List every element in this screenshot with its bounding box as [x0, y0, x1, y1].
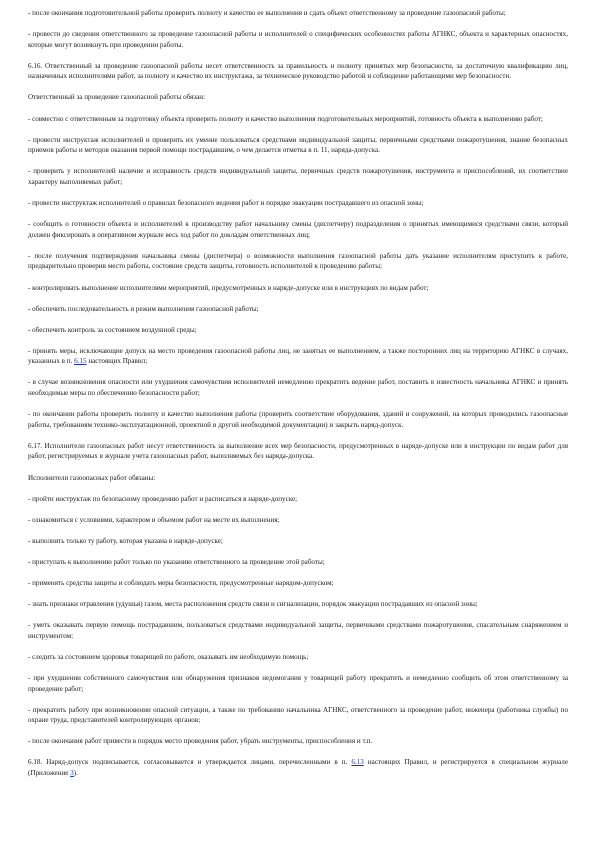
paragraph: - проверить у исполнителей наличие и исправность средств индивидуальной защиты, первичных средств пожаротушения, инструмента и приспособлений, их соответствие характеру выполняемых работ;: [28, 167, 568, 186]
paragraph: - сообщить о готовности объекта и исполнителей к производству работ начальнику смены (диспетчеру) подразделения о принятых имеющимися средствами связи, который должен фиксировать в оперативном журнале весь ход работ по докладам ответственных лиц;: [28, 220, 568, 239]
paragraph: - после получения подтверждения начальника смены (диспетчера) о возможности выполнения газоопасной работы дать указание исполнителям приступить к работе, предварительно проверив место работы, состояние средств защиты, готовность исполнителей к проведению работы;: [28, 251, 568, 271]
paragraph: - уметь оказывать первую помощь пострадавшим, пользоваться средствами индивидуальной защиты, первичными средствами пожаротушения, спасательным снаряжением и инструментом;: [28, 621, 568, 640]
paragraph: - провести инструктаж исполнителей и проверить их умение пользоваться средствами индивидуальной защиты, первичными средствами пожаротушения, знание безопасных приемов работы и методов оказания первой помощи пострадавшим, о чем делается отметка в п. 11, наряда-допуска.: [28, 135, 568, 155]
paragraph: - следить за состоянием здоровья товарищей по работе, оказывать им необходимую помощь;: [28, 652, 309, 661]
paragraph: - пройти инструктаж по безопасному проведению работ и расписаться в наряде-допуске;: [28, 494, 298, 503]
paragraph: - обеспечить последовательность и режим выполнения газоопасной работы;: [28, 304, 259, 313]
paragraph: - в случае возникновения опасности или ухудшения самочувствия исполнителей немедленно прекратить ведение работ, поставить в известность начальника АГНКС и принять необходимые меры по обеспечению безопасности работ;: [28, 378, 568, 398]
paragraph: - прекратить работу при возникновении опасной ситуации, а также по требованию начальника АГНКС, ответственного за проведение работ, инженера (работника службы) по охране труда, представителей контролирующих органов;: [28, 705, 568, 725]
paragraph-text: настоящих Правил, и регистрируется в специальном журнале (Приложение: [28, 758, 568, 778]
paragraph: - контролировать выполнение исполнителями мероприятий, предусмотренных в наряде-допуске или в инструкциях по видам работ;: [28, 283, 429, 292]
paragraph-text: - принять меры, исключающие допуск на место проведения газоопасной работы лиц, не занятых ее выполнением, а также посторонних лиц на территорию АГНКС в случаях, указанных в п.: [28, 346, 568, 366]
paragraph: - обеспечить контроль за состоянием воздушной среды;: [28, 325, 197, 334]
paragraph: - совместно с ответственным за подготовку объекта проверить полноту и качество выполнения подготовительных мероприятий, готовность объекта к выполнению работ;: [28, 114, 543, 123]
paragraph: 6.16. Ответственный за проведение газоопасной работы несет ответственность за правильность и полноту принятых мер безопасности, за достаточную квалификацию лиц, назначенных исполнителями работ, за полноту и качество их инструктажа, за техническое руководство работой и соблюдение работающими мер безопасности.: [28, 61, 568, 81]
paragraph: - знать признаки отравления (удушья) газом, места расположения средств связи и сигнализации, порядок эвакуации пострадавших из опасной зоны;: [28, 600, 478, 609]
paragraph: Ответственный за проведение газоопасной работы обязан:: [28, 93, 206, 102]
paragraph-text: настоящих Правил;: [86, 357, 148, 366]
paragraph: [28, 346, 568, 367]
clause-link-6-15[interactable]: 6.15: [74, 357, 87, 366]
appendix-link-3[interactable]: 3: [70, 769, 74, 778]
document-page: [28, 8, 568, 789]
paragraph: [28, 757, 568, 778]
paragraph: - по окончании работы проверить полноту и качество выполнения работы (проверить соответствие оборудования, зданий и сооружений, на которых проводились газоопасные работы, требованиям технико-эксплуатационной, проектной и другой необходимой документации) и закрыть наряд-допуск.: [28, 410, 568, 429]
paragraph-text: 6.18. Наряд-допуск подписывается, согласовывается и утверждается лицами, перечисленными в п.: [28, 758, 352, 767]
paragraph: - после окончания работ привести в порядок место проведения работ, убрать инструменты, приспособления и т.п.: [28, 737, 373, 746]
clause-link-6-13[interactable]: 6.13: [351, 758, 364, 767]
paragraph: 6.17. Исполнители газоопасных работ несут ответственность за выполнение всех мер безопасности, предусмотренных в наряде-допуске или в инструкции по видам работ для работ, регистрируемых в журнале учета газоопасных работ, выполняемых без наряда-допуска.: [28, 441, 568, 461]
paragraph: - провести инструктаж исполнителей о правилах безопасного ведения работ и порядке эвакуации пострадавшего из опасной зоны;: [28, 199, 424, 208]
paragraph: - приступать к выполнению работ только по указанию ответственного за проведение этой работы;: [28, 557, 325, 566]
paragraph: - при ухудшении собственного самочувствия или обнаружения признаков недомогания у товарищей работу прекратить и немедленно сообщить об этом ответственному за проведение работ;: [28, 673, 568, 693]
paragraph: - применять средства защиты и соблюдать меры безопасности, предусмотренные нарядом-допуском;: [28, 579, 334, 587]
paragraph: - выполнять только ту работу, которая указана в наряде-допуске;: [28, 536, 223, 545]
paragraph: - провести до сведения ответственного за проведение газоопасной работы и исполнителей о специфических особенностях работы АГНКС, объекта и характерных опасностях, которые могут возникнуть при проведении работы.: [28, 30, 568, 49]
paragraph-text: ).: [73, 769, 78, 778]
paragraph: Исполнители газоопасных работ обязаны:: [28, 473, 156, 482]
paragraph: - после окончания подготовительной работы проверить полноту и качество ее выполнения и сдать объект ответственному за проведение газоопасной работы;: [28, 9, 506, 17]
paragraph: - ознакомиться с условиями, характером и объемом работ на месте их выполнения;: [28, 515, 280, 524]
